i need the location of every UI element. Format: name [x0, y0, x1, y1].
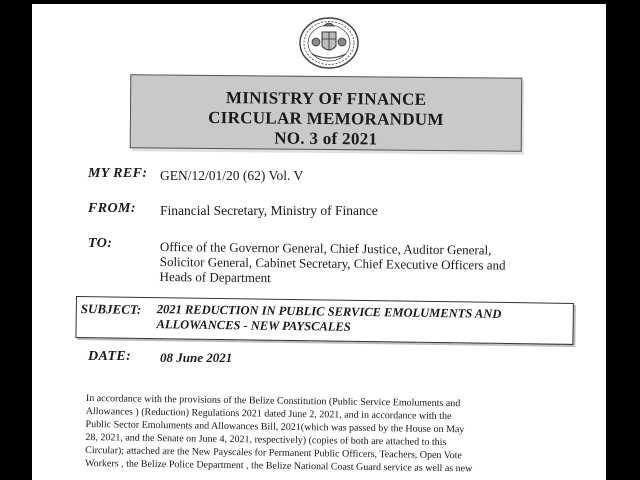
subject-text	[157, 302, 571, 338]
from-label: FROM:	[88, 201, 136, 216]
date-value: 08 June 2021	[160, 350, 233, 365]
body-line: Circular); attached are the New Payscales for Permanent Public Officers, Teachers, Open Vote	[85, 444, 462, 462]
to-line: Heads of Department	[159, 268, 271, 286]
subject-box	[75, 296, 574, 345]
ref-value: GEN/12/01/20 (62) Vol. V	[160, 168, 304, 183]
memorandum-title-box	[130, 74, 523, 151]
ref-label: MY REF:	[88, 166, 148, 181]
subject-line: 2021 REDUCTION IN PUBLIC SERVICE EMOLUMENTS AND	[156, 302, 502, 321]
to-recipients	[160, 239, 552, 288]
date-label: DATE:	[88, 349, 132, 364]
memorandum-type: CIRCULAR MEMORANDUM	[208, 107, 444, 130]
coat-of-arms-seal-icon	[298, 16, 360, 70]
body-line: 28, 2021, and the Senate on June 4, 2021, respectively) (copies of both are attached to this	[85, 431, 447, 449]
body-line: Allowances ) (Reduction) Regulations 2021 dated June 2, 2021, and in accordance with the	[85, 405, 452, 423]
subject-label: SUBJECT:	[80, 301, 142, 317]
memorandum-number: NO. 3 of 2021	[274, 128, 378, 149]
from-value: Financial Secretary, Ministry of Finance	[160, 203, 378, 218]
memorandum-page	[32, 4, 606, 480]
body-line: Public Sector Emoluments and Allowances Bill, 2021(which was passed by the House on May	[85, 418, 465, 436]
subject-line: ALLOWANCES - NEW PAYSCALES	[156, 317, 351, 334]
body-line: Workers , the Belize Police Department , the Belize National Coast Guard service as well as new	[84, 457, 473, 475]
body-line: In accordance with the provisions of the Belize Constitution (Public Service Emoluments and	[85, 392, 461, 410]
to-line: Office of the Governor General, Chief Justice, Auditor General,	[159, 239, 492, 258]
ministry-title: MINISTRY OF FINANCE	[225, 88, 427, 109]
body-paragraph	[85, 392, 562, 477]
to-label: TO:	[88, 236, 113, 251]
to-line: Solicitor General, Cabinet Secretary, Chief Executive Officers and	[159, 253, 506, 273]
